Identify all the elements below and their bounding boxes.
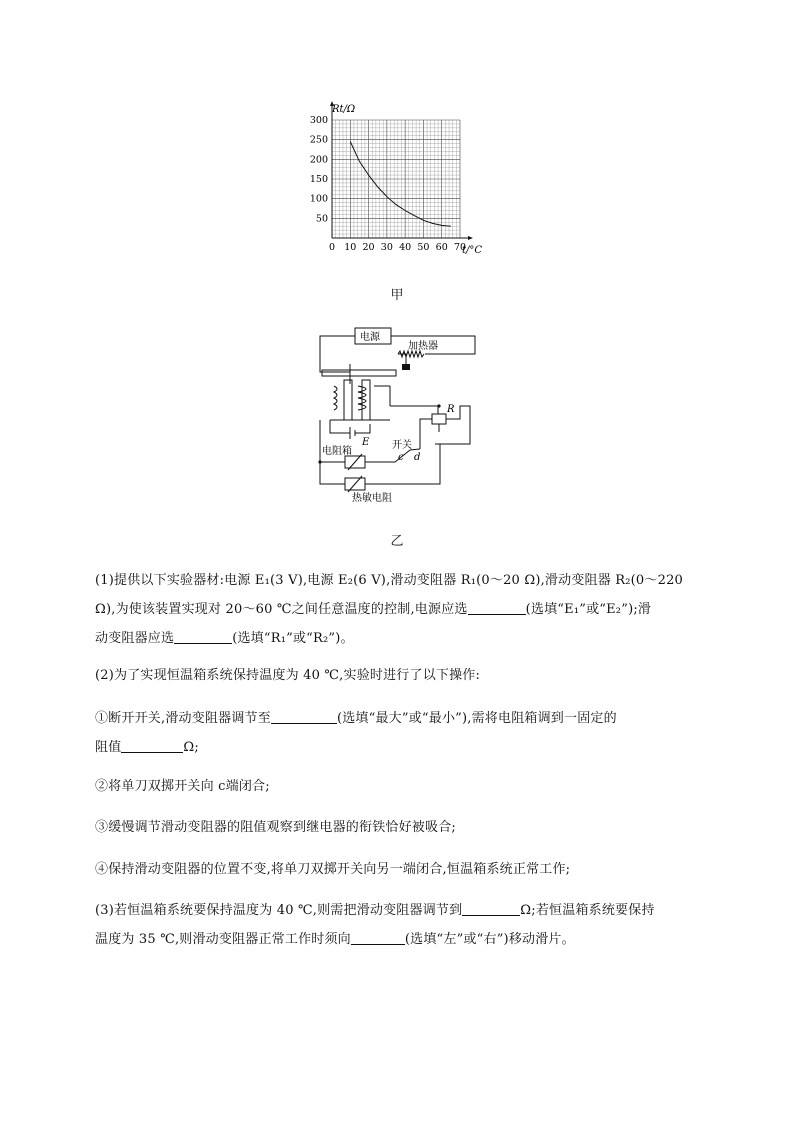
thermistor-label: 热敏电阻 bbox=[352, 493, 392, 504]
x-tick-label: 20 bbox=[362, 242, 375, 253]
q2-blank-resistance[interactable] bbox=[121, 738, 183, 753]
y-tick-label: 300 bbox=[309, 115, 328, 126]
rt-curve bbox=[350, 142, 451, 227]
q2-blank-rheostat[interactable] bbox=[271, 709, 337, 724]
relay-core bbox=[344, 380, 352, 420]
x-tick-label: 0 bbox=[328, 242, 336, 253]
y-tick-label: 250 bbox=[309, 134, 328, 146]
question-2-step-3: ③缓慢调节滑动变阻器的阻值观察到继电器的衔铁恰好被吸合; bbox=[95, 820, 456, 835]
q1-line-1: (1)提供以下实验器材:电源 E₁(3 V),电源 E₂(6 V),滑动变阻器 R₁(0～20 Ω),滑动变阻器 R₂(0～220 bbox=[95, 573, 684, 588]
relay-coil-left bbox=[334, 386, 337, 410]
q1-line-3: 动变阻器应选 (选填“R₁”或“R₂”)。 bbox=[95, 631, 354, 646]
armature bbox=[322, 370, 396, 376]
chart-grid bbox=[332, 120, 460, 238]
q3-blank-resistance[interactable] bbox=[462, 901, 520, 916]
x-tick-label: 70 bbox=[453, 242, 467, 253]
q1-blank-rheostat[interactable] bbox=[174, 629, 232, 644]
y-axis-label: Rt/Ω bbox=[332, 104, 356, 115]
x-tick-label: 10 bbox=[344, 242, 357, 253]
terminal-d-label: d bbox=[414, 452, 421, 463]
emf-label: E bbox=[362, 437, 370, 448]
question-2-step-4: ④保持滑动变阻器的位置不变,将单刀双掷开关向另一端闭合,恒温箱系统正常工作; bbox=[95, 862, 571, 877]
y-tick-label: 200 bbox=[309, 154, 328, 166]
power-label: 电源 bbox=[360, 332, 380, 343]
x-tick-label: 30 bbox=[380, 242, 393, 253]
resistor-label: R bbox=[447, 404, 455, 415]
terminal-c-label: c bbox=[398, 452, 404, 463]
x-tick-label: 40 bbox=[399, 242, 412, 253]
question-1 bbox=[95, 566, 715, 653]
question-2-step-1: ①断开开关,滑动变阻器调节至 (选填“最大”或“最小”),需将电阻箱调到一固定的 阻值 Ω; bbox=[95, 711, 617, 755]
circuit-diagram bbox=[310, 324, 480, 504]
rt-temperature-chart bbox=[300, 98, 500, 258]
x-axis-arrow bbox=[468, 236, 473, 240]
y-tick-label: 150 bbox=[309, 174, 328, 185]
y-tick-label: 50 bbox=[315, 213, 328, 225]
x-tick-label: 50 bbox=[417, 242, 430, 253]
figure-a-caption: 甲 bbox=[390, 288, 404, 303]
q1-blank-power[interactable] bbox=[468, 600, 526, 615]
question-2-step-2: ②将单刀双掷开关向 c端闭合; bbox=[95, 779, 270, 794]
contact-block bbox=[402, 364, 410, 370]
resistance-box-label: 电阻箱 bbox=[322, 446, 352, 457]
rheostat-r bbox=[432, 414, 446, 424]
x-tick-label: 60 bbox=[435, 242, 448, 253]
switch-label: 开关 bbox=[392, 440, 412, 451]
figure-b-caption: 乙 bbox=[390, 534, 404, 549]
heater-label: 加热器 bbox=[408, 341, 438, 352]
q3-blank-direction[interactable] bbox=[351, 930, 405, 945]
question-2-intro: (2)为了实现恒温箱系统保持温度为 40 ℃,实验时进行了以下操作: bbox=[95, 668, 481, 683]
x-axis-label: t/°C bbox=[462, 245, 483, 256]
y-tick-label: 100 bbox=[309, 193, 328, 205]
q1-line-2: Ω),为使该装置实现对 20～60 ℃之间任意温度的控制,电源应选 (选填“E₁”或“E₂”);滑 bbox=[95, 602, 652, 617]
question-3: (3)若恒温箱系统要保持温度为 40 ℃,则需把滑动变阻器调节到 Ω;若恒温箱系统要保持 温度为 35 ℃,则滑动变阻器正常工作时须向 (选填“左”或“右”)移动滑片。 bbox=[95, 903, 655, 947]
